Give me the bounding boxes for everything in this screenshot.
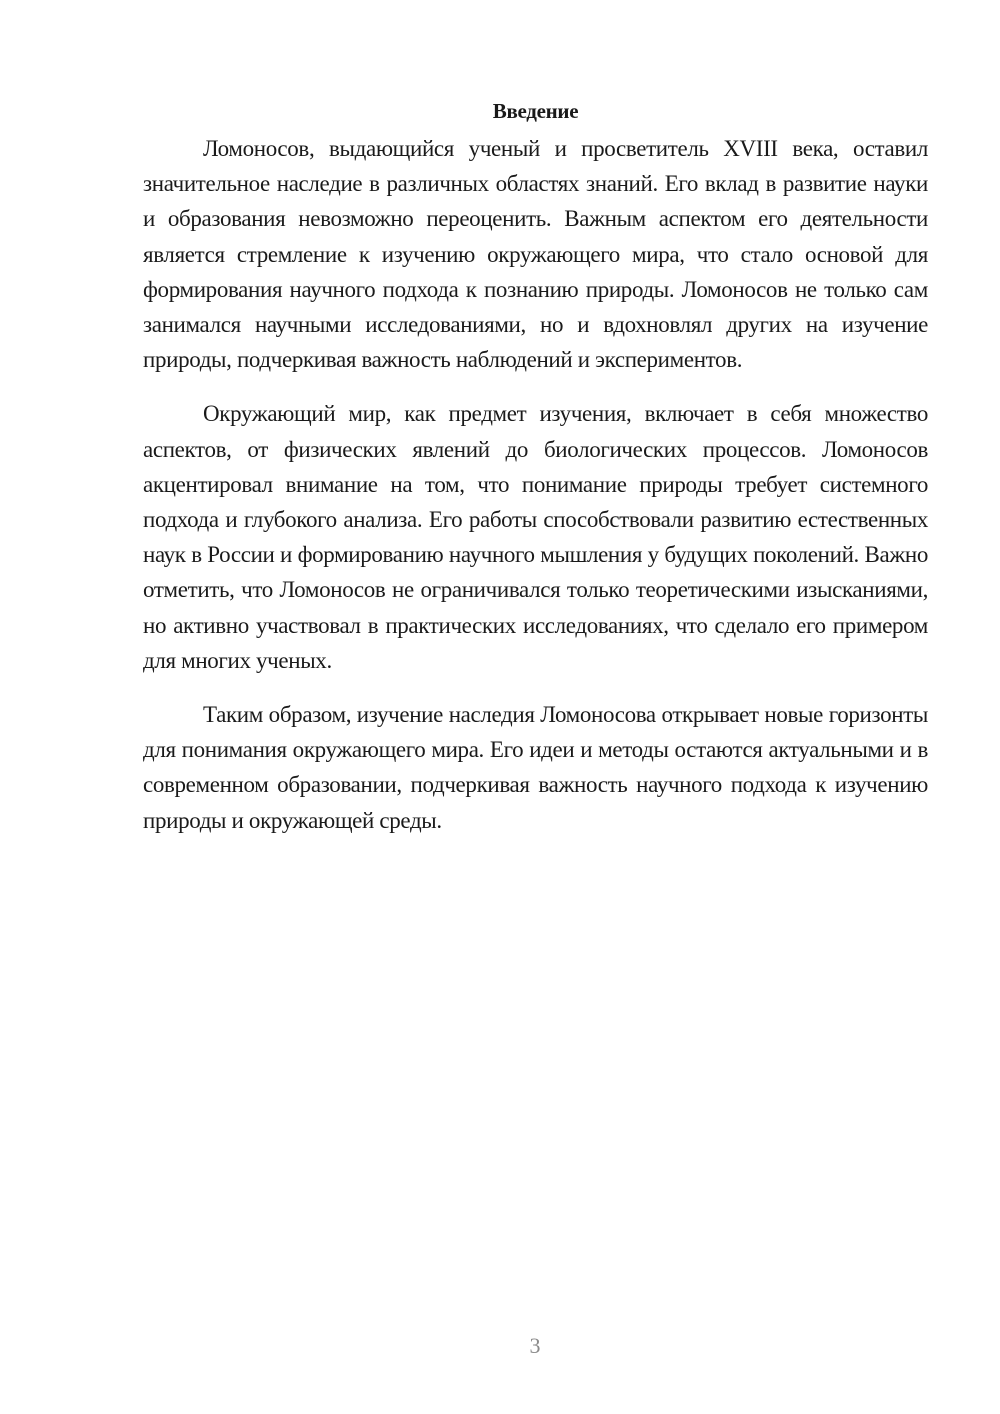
page-content [143,96,928,857]
paragraph-3: Таким образом, изучение наследия Ломоносова открывает новые горизонты для понимания окружающего мира. Его идеи и методы остаются актуальными и в современном образовании, подчеркивая важность научного подхода к изучению природы и окружающей среды. [143,702,928,833]
paragraph-1: Ломоносов, выдающийся ученый и просветитель XVIII века, оставил значительное наследие в различных областях знаний. Его вклад в развитие науки и образования невозможно переоценить. Важным аспектом его деятельности является стремление к изучению окружающего мира, что стало основой для формирования научного подхода к познанию природы. Ломоносов не только сам занимался научными исследованиями, но и вдохновлял других на изучение природы, подчеркивая важность наблюдений и экспериментов. [143,136,928,373]
section-title: Введение [492,99,579,123]
paragraph-2: Окружающий мир, как предмет изучения, включает в себя множество аспектов, от физических явлений до биологических процессов. Ломоносов акцентировал внимание на том, что понимание природы требует системного подхода и глубокого анализа. Его работы способствовали развитию естественных наук в России и формированию научного мышления у будущих поколений. Важно отметить, что Ломоносов не ограничивался только теоретическими изысканиями, но активно участвовал в практических исследованиях, что сделало его примером для многих ученых. [143,401,928,673]
page-number: 3 [529,1333,541,1358]
